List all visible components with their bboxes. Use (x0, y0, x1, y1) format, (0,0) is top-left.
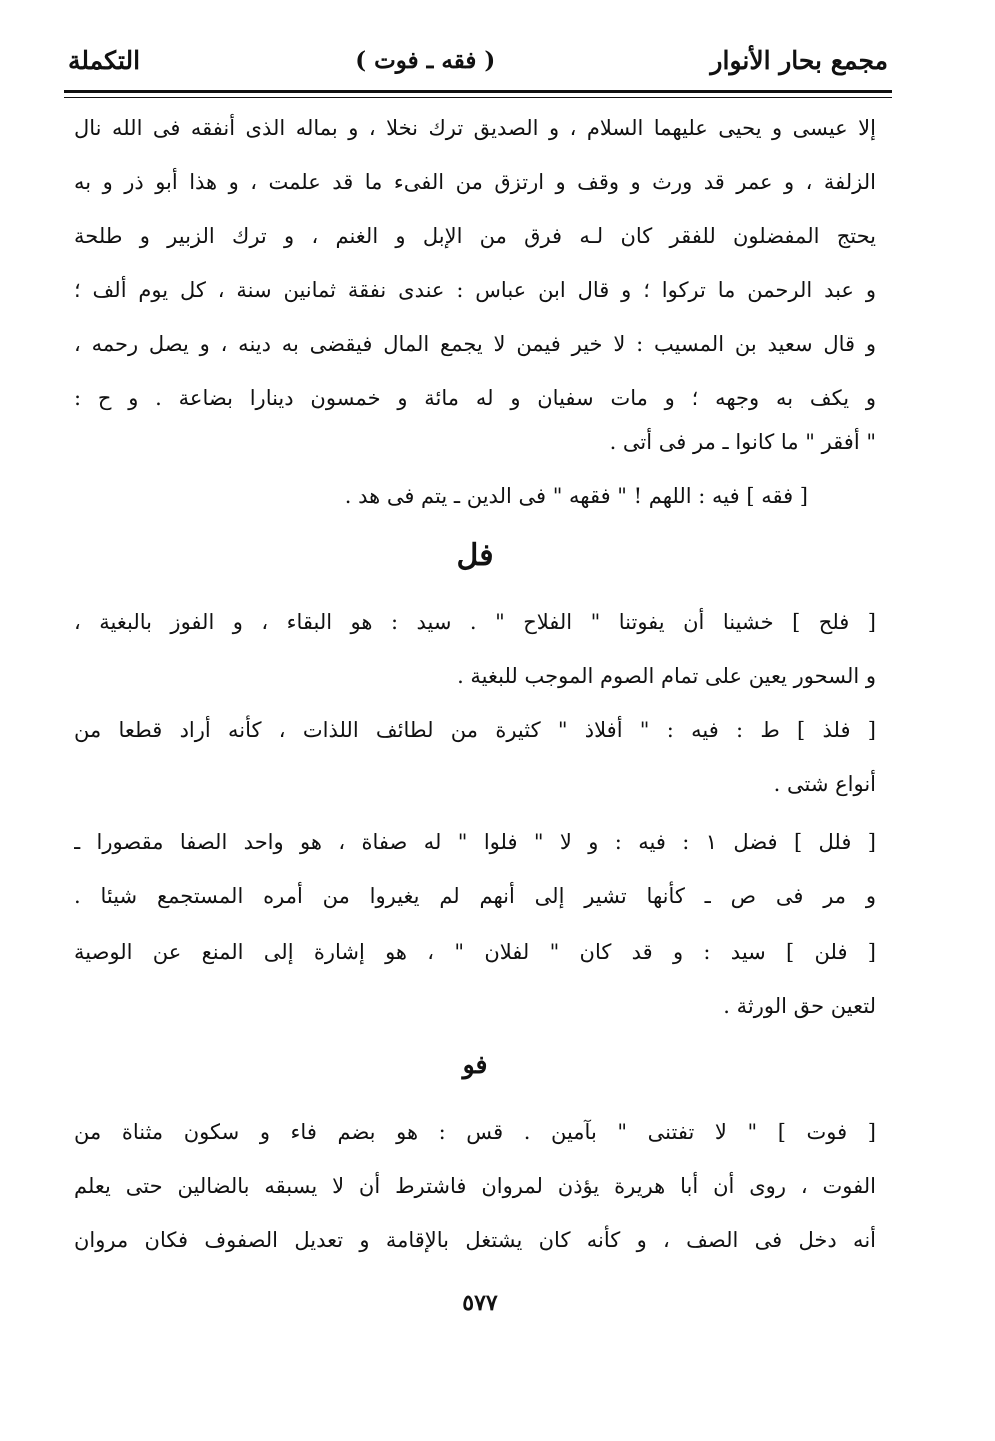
entry-fawt: [ فوت ] " لا تفتنى " بآمين . قس : هو بضم فاء و سكون مثناة من (74, 1120, 876, 1144)
text-line: أنواع شتى . (773, 772, 876, 796)
text-line: أنه دخل فى الصف ، و كأنه كان يشتغل بالإقامة و تعديل الصفوف فكان مروان (74, 1228, 876, 1252)
header-rule-thin (64, 97, 892, 98)
entry-falah: [ فلح ] خشينا أن يفوتنا " الفلاح " . سيد : هو البقاء ، و الفوز بالبغية ، (74, 610, 876, 634)
text-line: يحتج المفضلون للفقر كان لـه فرق من الإبل و الغنم ، و ترك الزبير و طلحة (74, 224, 876, 248)
section-heading-fau: فو (462, 1050, 488, 1079)
header-section-title: التكملة (68, 45, 141, 75)
text-line: الزلفة ، و عمر قد ورث و وقف و ارتزق من الفىء ما قد علمت ، و هذا أبو ذر و به (74, 170, 876, 194)
entry-faqh: [ فقه ] فيه : اللهم ! " فقهه " فى الدين ـ يتم فى هد . (344, 484, 808, 508)
text-line: و مر فى ص ـ كأنها تشير إلى أنهم لم يغيروا من أمره المستجمع شيئا . (74, 884, 876, 908)
text-line: " أفقر " ما كانوا ـ مر فى أتى . (609, 430, 876, 454)
page-number: ٥٧٧ (462, 1290, 498, 1316)
running-header (68, 40, 888, 80)
text-line: إلا عيسى و يحيى عليهما السلام ، و الصديق ترك نخلا ، و بماله الذى أنفقه فى الله نال (74, 116, 876, 140)
entry-falal: [ فلل ] فضل ١ : فيه : و لا " فلوا " له صفاة ، هو واحد الصفا مقصورا ـ (74, 830, 876, 854)
text-line: و عبد الرحمن ما تركوا ؛ و قال ابن عباس : عندى نفقة ثمانين سنة ، كل يوم ألف ؛ (74, 278, 876, 302)
section-heading-fal: فل (456, 538, 494, 573)
text-line: و قال سعيد بن المسيب : لا خير فيمن لا يجمع المال فيقضى به دينه ، و يصل رحمه ، (74, 332, 876, 356)
entry-falan: [ فلن ] سيد : و قد كان " لفلان " ، هو إشارة إلى المنع عن الوصية (74, 940, 876, 964)
text-line: الفوت ، روى أن أبا هريرة يؤذن لمروان فاشترط أن لا يسبقه بالضالين حتى يعلم (74, 1174, 876, 1198)
header-entry-range: ( فقه ـ فوت ) (355, 46, 496, 74)
header-book-title: مجمع بحار الأنوار (710, 45, 888, 75)
entry-faladh: [ فلذ ] ط : فيه : " أفلاذ " كثيرة من لطائف اللذات ، كأنه أراد قطعا من (74, 718, 876, 742)
header-rule-thick (64, 90, 892, 93)
text-line: لتعين حق الورثة . (723, 994, 876, 1018)
text-line: و السحور يعين على تمام الصوم الموجب للبغية . (457, 664, 876, 688)
text-line: و يكف به وجهه ؛ و مات سفيان و له مائة و خمسون دينارا بضاعة . و ح : (74, 386, 876, 410)
